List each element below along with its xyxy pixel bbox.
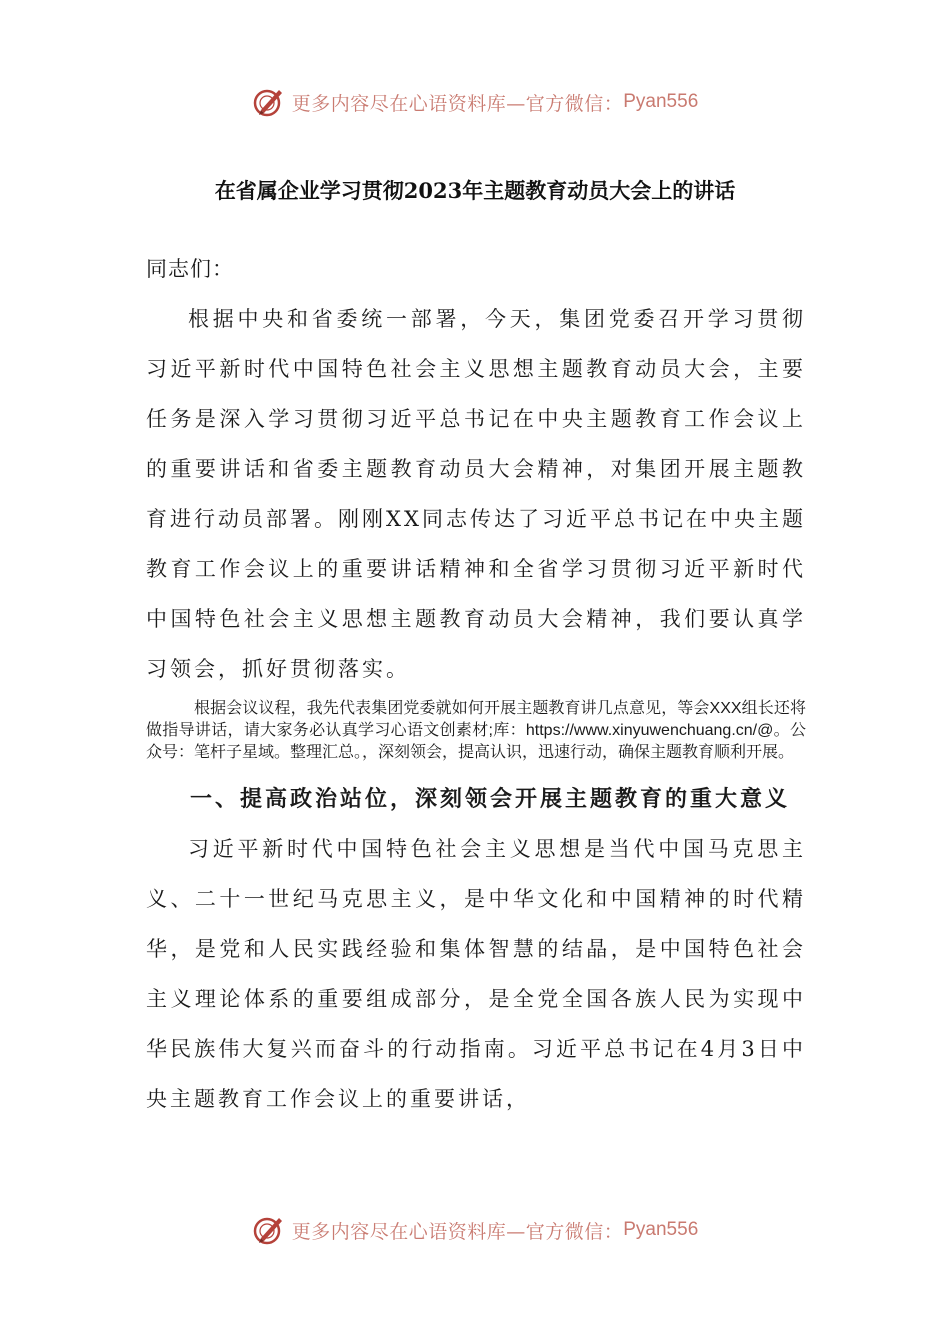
document-body [146,244,806,1124]
banner-wechat-id: Pyan556 [623,91,699,112]
pen-circle-logo-icon [252,1213,286,1247]
banner-text: 更多内容尽在心语资料库—官方微信： [291,92,624,115]
header-banner [0,82,950,122]
paragraph-1: 根据中央和省委统一部署，今天，集团党委召开学习贯彻习近平新时代中国特色社会主义思想主题教育动员大会，主要任务是深入学习贯彻习近平总书记在中央主题教育工作会议上的重要讲话和省委主题教育动员大会精神，对集团开展主题教育进行动员部署。刚刚XX同志传达了习近平总书记在中央主题教育工作会议上的重要讲话精神和全省学习贯彻习近平新时代中国特色社会主义思想主题教育动员大会精神，我们要认真学习领会，抓好贯彻落实。 [146,307,806,681]
banner-text: 更多内容尽在心语资料库—官方微信： [291,1220,624,1243]
banner-wechat-id: Pyan556 [623,1219,699,1240]
footer-banner [0,1210,950,1250]
pen-circle-logo-icon [252,85,286,119]
section-heading-1: 一、提高政治站位，深刻领会开展主题教育的重大意义 [190,786,791,812]
document-title: 在省属企业学习贯彻2023年主题教育动员大会上的讲话 [214,178,736,203]
paragraph-3: 习近平新时代中国特色社会主义思想是当代中国马克思主义、二十一世纪马克思主义，是中华文化和中国精神的时代精华，是党和人民实践经验和集体智慧的结晶，是中国特色社会主义理论体系的重要组成部分，是全党全国各族人民为实现中华民族伟大复兴而奋斗的行动指南。习近平总书记在4月3日中央主题教育工作会议上的重要讲话， [146,837,806,1111]
salutation: 同志们： [146,257,234,281]
paragraph-2: 根据会议议程，我先代表集团党委就如何开展主题教育讲几点意见，等会XXX组长还将做指导讲话，请大家务必认真学习心语文创素材;库：https://www.xinyuwenchuang.cn/@。公众号：笔杆子星域。整理汇总。，深刻领会，提高认识，迅速行动，确保主题教育顺利开展。 [146,700,806,761]
